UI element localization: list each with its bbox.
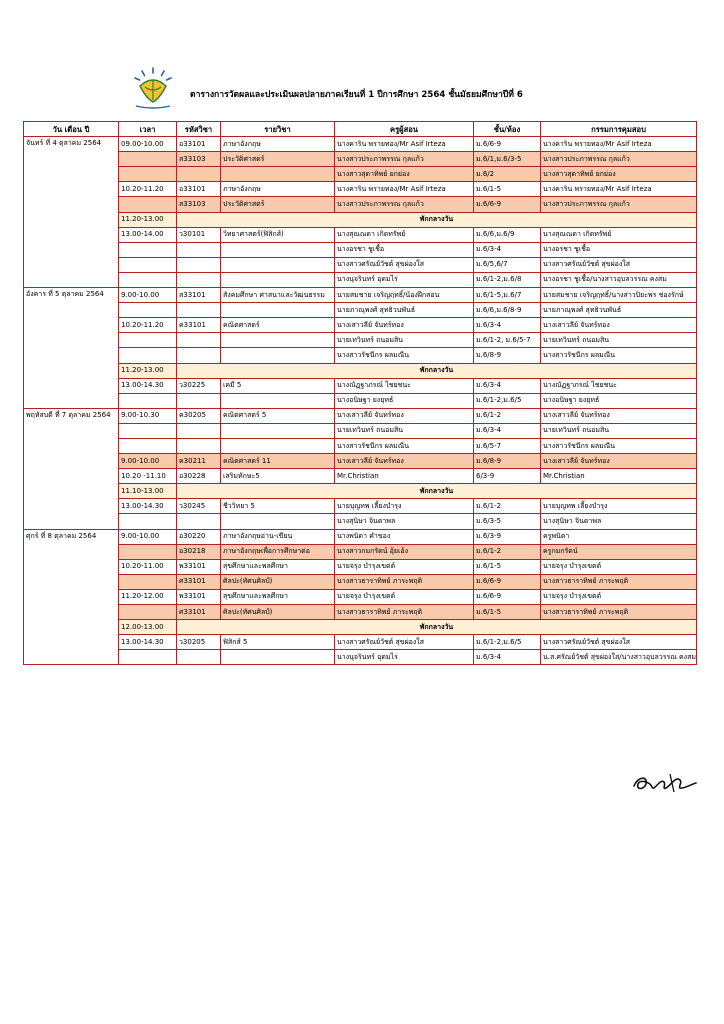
table-row xyxy=(24,137,697,152)
teacher-cell: นายบุญทพ เลี้ยงบำรุง xyxy=(335,499,474,514)
teacher-cell: นายภาณุพงศ์ สุทธิวนพันธ์ xyxy=(335,303,474,318)
time-cell: 13.00-14.30 xyxy=(119,378,177,393)
table-row xyxy=(24,197,697,212)
subject-code-cell xyxy=(177,423,221,438)
lunch-break-cell: พักกลางวัน xyxy=(177,212,697,227)
table-row xyxy=(24,650,697,665)
time-cell: 9.00-10.00 xyxy=(119,529,177,544)
teacher-cell: นางอนิษฐา ยงยุทธ์ xyxy=(335,393,474,408)
proctor-cell: นางสาวประภาพรรณ กุลแก้ว xyxy=(541,197,697,212)
subject-code-cell: ว30225 xyxy=(177,378,221,393)
proctor-cell: นางสาวรัชนีกร ผลมณีน xyxy=(541,348,697,363)
subject-name-cell: วิทยาศาสตร์(ฟิสิกส์) xyxy=(221,227,335,242)
room-cell: ม.6/1-2 xyxy=(474,408,541,423)
time-cell: 13.00-14.30 xyxy=(119,635,177,650)
proctor-cell: นางสาวธาราทิพย์ ภาระพฤติ xyxy=(541,574,697,589)
time-cell xyxy=(119,272,177,287)
time-cell: 9.00-10.30 xyxy=(119,408,177,423)
exam-date-cell: ศุกร์ ที่ 8 ตุลาคม 2564 xyxy=(24,529,119,665)
teacher-cell: นางเสาวลีย์ จันทร์ทอง xyxy=(335,454,474,469)
room-cell: ม.6/3-5 xyxy=(474,514,541,529)
subject-name-cell xyxy=(221,393,335,408)
room-cell: ม.6/3-4 xyxy=(474,378,541,393)
proctor-cell: นางคาริน พรายทอง/Mr Asif Irteza xyxy=(541,182,697,197)
proctor-cell: ครูพนิดา xyxy=(541,529,697,544)
subject-code-cell: อ30228 xyxy=(177,469,221,484)
time-cell xyxy=(119,514,177,529)
room-cell: ม.6/6-9 xyxy=(474,197,541,212)
proctor-cell: นางเสาวลีย์ จันทร์ทอง xyxy=(541,454,697,469)
time-cell: 11.20-13.00 xyxy=(119,363,177,378)
room-cell: ม.6/2 xyxy=(474,167,541,182)
time-cell xyxy=(119,438,177,453)
subject-name-cell xyxy=(221,257,335,272)
table-row xyxy=(24,227,697,242)
subject-code-cell xyxy=(177,272,221,287)
proctor-cell: นายภาณุพงศ์ สุทธิวนพันธ์ xyxy=(541,303,697,318)
table-row xyxy=(24,469,697,484)
time-cell: 9.00-10.00 xyxy=(119,288,177,303)
time-cell xyxy=(119,197,177,212)
table-row xyxy=(24,559,697,574)
subject-code-cell xyxy=(177,333,221,348)
room-cell: 6/3-9 xyxy=(474,469,541,484)
exam-date-cell: พฤหัสบดี ที่ 7 ตุลาคม 2564 xyxy=(24,408,119,529)
header-subject: รายวิชา xyxy=(221,122,335,137)
table-row xyxy=(24,363,697,378)
subject-name-cell: ศิลปะ(ทัศนศิลป์) xyxy=(221,605,335,620)
teacher-cell: นายเทวินทร์ ถนอมสิน xyxy=(335,333,474,348)
proctor-cell: นางอรชา ชูเชื้อ xyxy=(541,242,697,257)
subject-code-cell xyxy=(177,242,221,257)
subject-name-cell: ฟิสิกส์ 5 xyxy=(221,635,335,650)
proctor-cell: นายเทวินทร์ ถนอมสิน xyxy=(541,333,697,348)
subject-code-cell: ส33103 xyxy=(177,197,221,212)
subject-code-cell: ศ33101 xyxy=(177,605,221,620)
time-cell: 10.20 -11.10 xyxy=(119,469,177,484)
table-row xyxy=(24,378,697,393)
exam-schedule-table xyxy=(23,121,697,665)
table-row xyxy=(24,635,697,650)
room-cell: ม.6/3-4 xyxy=(474,242,541,257)
proctor-cell: นายบุญทพ เลี้ยงบำรุง xyxy=(541,499,697,514)
subject-code-cell: ค30211 xyxy=(177,454,221,469)
subject-name-cell: คณิตศาสตร์ 5 xyxy=(221,408,335,423)
time-cell xyxy=(119,348,177,363)
subject-code-cell: พ33101 xyxy=(177,589,221,604)
subject-code-cell: ส33103 xyxy=(177,152,221,167)
table-row xyxy=(24,574,697,589)
table-row xyxy=(24,454,697,469)
time-cell xyxy=(119,544,177,559)
teacher-cell: นางสาวรัชนีกร ผลมณีน xyxy=(335,348,474,363)
teacher-cell: นางสุนิษา จินดาพล xyxy=(335,514,474,529)
teacher-cell: นางพนิดา คำของ xyxy=(335,529,474,544)
subject-code-cell xyxy=(177,514,221,529)
teacher-cell: นางคาริน พรายทอง/Mr Asif Irteza xyxy=(335,137,474,152)
proctor-cell: นางสาวรัชนีกร ผลมณีน xyxy=(541,438,697,453)
subject-name-cell: ศิลปะ(ทัศนศิลป์) xyxy=(221,574,335,589)
subject-name-cell xyxy=(221,514,335,529)
time-cell: 11.20-12.00 xyxy=(119,589,177,604)
proctor-cell: นายจรุง บำรุงเขตต์ xyxy=(541,589,697,604)
teacher-cell: นางสาวประภาพรรณ กุลแก้ว xyxy=(335,152,474,167)
subject-name-cell xyxy=(221,438,335,453)
subject-code-cell: ว30245 xyxy=(177,499,221,514)
subject-name-cell xyxy=(221,423,335,438)
teacher-cell: นางสาวกมกรัตน์ อุ้ยเอ้ง xyxy=(335,544,474,559)
room-cell: ม.6/1,ม.6/3-5 xyxy=(474,152,541,167)
time-cell xyxy=(119,605,177,620)
time-cell: 10.20-11.00 xyxy=(119,559,177,574)
room-cell: ม.6/3-9 xyxy=(474,529,541,544)
proctor-cell: นางสาวประภาพรรณ กุลแก้ว xyxy=(541,152,697,167)
room-cell: ม.6/3-4 xyxy=(474,650,541,665)
table-row xyxy=(24,620,697,635)
table-row xyxy=(24,589,697,604)
time-cell: 13.00-14.00 xyxy=(119,227,177,242)
proctor-cell: นายจรุง บำรุงเขตต์ xyxy=(541,559,697,574)
room-cell: ม.6/1-2, ม.6/5-7 xyxy=(474,333,541,348)
table-row xyxy=(24,438,697,453)
room-cell: ม.6/6,ม.6/9 xyxy=(474,227,541,242)
proctor-cell: นางอรชา ชูเชื้อ/นางสาวอุบลวรรณ คงสม xyxy=(541,272,697,287)
teacher-cell: นางสาวธาราทิพย์ ภาระพฤติ xyxy=(335,574,474,589)
proctor-cell: นางคาริน พรายทอง/Mr Asif Irteza xyxy=(541,137,697,152)
subject-name-cell: สุขศึกษาและพลศึกษา xyxy=(221,559,335,574)
room-cell: ม.6/5,6/7 xyxy=(474,257,541,272)
room-cell: ม.6/8-9 xyxy=(474,454,541,469)
proctor-cell: นายเทวินทร์ ถนอมสิน xyxy=(541,423,697,438)
room-cell: ม.6/1-2 xyxy=(474,544,541,559)
subject-code-cell: ค30205 xyxy=(177,408,221,423)
proctor-cell: นางณัฏฐาภรณ์ ไชยชนะ xyxy=(541,378,697,393)
subject-name-cell: ภาษาอังกฤษ xyxy=(221,182,335,197)
header-teacher: ครูผู้สอน xyxy=(335,122,474,137)
teacher-cell: นางสาวศรัณย์วัชต์ สุขผ่องใส xyxy=(335,635,474,650)
subject-code-cell xyxy=(177,303,221,318)
subject-code-cell: ศ33101 xyxy=(177,574,221,589)
teacher-cell: นางณัฏฐาภรณ์ ไชยชนะ xyxy=(335,378,474,393)
proctor-cell: นางเสาวลีย์ จันทร์ทอง xyxy=(541,408,697,423)
table-row xyxy=(24,182,697,197)
proctor-cell: น.ส.ศรัณย์วัชต์ สุขผ่องใส/นางสาวอุบลวรรณ คงสม xyxy=(541,650,697,665)
table-row xyxy=(24,499,697,514)
table-row xyxy=(24,333,697,348)
table-row xyxy=(24,152,697,167)
table-row xyxy=(24,303,697,318)
time-cell: 11.20-13.00 xyxy=(119,212,177,227)
teacher-cell: นางสาวรัชนีกร ผลมณีน xyxy=(335,438,474,453)
teacher-cell: นายสมชาย เจริญฤทธิ์/น้องฝึกสอน xyxy=(335,288,474,303)
page-title: ตารางการวัดผลและประเมินผลปลายภาคเรียนที่ 1 ปีการศึกษา 2564 ชั้นมัธยมศึกษาปีที่ 6 xyxy=(190,90,523,100)
proctor-cell: ครูกมกรัตน์ xyxy=(541,544,697,559)
room-cell: ม.6/6-9 xyxy=(474,574,541,589)
subject-name-cell xyxy=(221,242,335,257)
proctor-cell: นางสุนิษา จินดาพล xyxy=(541,514,697,529)
room-cell: ม.6/1-5 xyxy=(474,559,541,574)
subject-name-cell xyxy=(221,303,335,318)
proctor-cell: นางอนิษฐา ยงยุทธ์ xyxy=(541,393,697,408)
subject-name-cell: คณิตศาสตร์ 11 xyxy=(221,454,335,469)
subject-code-cell: อ30218 xyxy=(177,544,221,559)
table-row xyxy=(24,288,697,303)
subject-name-cell xyxy=(221,348,335,363)
teacher-cell: นางสาวประภาพรรณ กุลแก้ว xyxy=(335,197,474,212)
teacher-cell: นางสาวสุดาทิพย์ ยกย่อง xyxy=(335,167,474,182)
subject-name-cell: ภาษาอังกฤษอ่าน-เขียน xyxy=(221,529,335,544)
time-cell: 9.00-10.00 xyxy=(119,454,177,469)
time-cell xyxy=(119,650,177,665)
proctor-cell: นายสมชาย เจริญฤทธิ์/นางสาวปิยะพร ช่องรักษ์ xyxy=(541,288,697,303)
teacher-cell: นางเสาวลีย์ จันทร์ทอง xyxy=(335,408,474,423)
table-row xyxy=(24,408,697,423)
subject-code-cell: อ30220 xyxy=(177,529,221,544)
subject-name-cell: เสริมทักษะ5 xyxy=(221,469,335,484)
teacher-cell: นางอรชา ชูเชื้อ xyxy=(335,242,474,257)
room-cell: ม.6/1-2,ม.6/5 xyxy=(474,635,541,650)
time-cell: 13.00-14.30 xyxy=(119,499,177,514)
table-row xyxy=(24,242,697,257)
proctor-cell: นางสาวศรัณย์วัชต์ สุขผ่องใส xyxy=(541,635,697,650)
table-row xyxy=(24,348,697,363)
table-row xyxy=(24,318,697,333)
proctor-cell: นางเสาวลีย์ จันทร์ทอง xyxy=(541,318,697,333)
time-cell xyxy=(119,303,177,318)
teacher-cell: นายเทวินทร์ ถนอมสิน xyxy=(335,423,474,438)
teacher-cell: Mr.Christian xyxy=(335,469,474,484)
subject-name-cell: ประวัติศาสตร์ xyxy=(221,152,335,167)
table-row xyxy=(24,529,697,544)
header-proctor: กรรมการคุมสอบ xyxy=(541,122,697,137)
teacher-cell: นางสาวธาราทิพย์ ภาระพฤติ xyxy=(335,605,474,620)
time-cell: 11.10-13.00 xyxy=(119,484,177,499)
teacher-cell: นายจรุง บำรุงเขตต์ xyxy=(335,589,474,604)
lunch-break-cell: พักกลางวัน xyxy=(177,484,697,499)
subject-name-cell xyxy=(221,650,335,665)
room-cell: ม.6/6-9 xyxy=(474,589,541,604)
subject-code-cell xyxy=(177,393,221,408)
table-row xyxy=(24,544,697,559)
table-row xyxy=(24,484,697,499)
subject-code-cell: ว30101 xyxy=(177,227,221,242)
subject-code-cell: ค33101 xyxy=(177,318,221,333)
room-cell: ม.6/1-2,ม.6/5 xyxy=(474,393,541,408)
subject-code-cell xyxy=(177,650,221,665)
subject-code-cell: อ33101 xyxy=(177,182,221,197)
time-cell xyxy=(119,167,177,182)
table-row xyxy=(24,393,697,408)
lunch-break-cell: พักกลางวัน xyxy=(177,363,697,378)
subject-code-cell xyxy=(177,257,221,272)
room-cell: ม.6/1-5 xyxy=(474,605,541,620)
subject-code-cell xyxy=(177,438,221,453)
subject-code-cell xyxy=(177,167,221,182)
lunch-break-cell: พักกลางวัน xyxy=(177,620,697,635)
document-header xyxy=(130,66,690,112)
room-cell: ม.6/8-9 xyxy=(474,348,541,363)
subject-name-cell: ภาษาอังกฤษเพื่อการศึกษาต่อ xyxy=(221,544,335,559)
table-row xyxy=(24,167,697,182)
proctor-cell: Mr.Christian xyxy=(541,469,697,484)
teacher-cell: นางเสาวลีย์ จันทร์ทอง xyxy=(335,318,474,333)
time-cell xyxy=(119,574,177,589)
subject-name-cell xyxy=(221,272,335,287)
subject-code-cell: ส33101 xyxy=(177,288,221,303)
proctor-cell: นางสุณณดา เกิดทรัพย์ xyxy=(541,227,697,242)
room-cell: ม.6/5-7 xyxy=(474,438,541,453)
room-cell: ม.6/1-5,ม.6/7 xyxy=(474,288,541,303)
room-cell: ม.6/1-2,ม.6/8 xyxy=(474,272,541,287)
proctor-cell: นางสาวศรัณย์วัชต์ สุขผ่องใส xyxy=(541,257,697,272)
teacher-cell: นายจรุง บำรุงเขตต์ xyxy=(335,559,474,574)
teacher-cell: นางสุณณดา เกิดทรัพย์ xyxy=(335,227,474,242)
room-cell: ม.6/1-5 xyxy=(474,182,541,197)
room-cell: ม.6/6,ม.6/8-9 xyxy=(474,303,541,318)
time-cell xyxy=(119,333,177,348)
table-header-row xyxy=(24,122,697,137)
time-cell: 12.00-13.00 xyxy=(119,620,177,635)
room-cell: ม.6/6-9 xyxy=(474,137,541,152)
room-cell: ม.6/3-4 xyxy=(474,423,541,438)
time-cell xyxy=(119,152,177,167)
table-row xyxy=(24,423,697,438)
room-cell: ม.6/3-4 xyxy=(474,318,541,333)
exam-date-cell: จันทร์ ที่ 4 ตุลาคม 2564 xyxy=(24,137,119,288)
time-cell xyxy=(119,257,177,272)
header-room: ชั้น/ห้อง xyxy=(474,122,541,137)
subject-name-cell: สังคมศึกษา ศาสนาและวัฒนธรรม xyxy=(221,288,335,303)
subject-name-cell: เคมี 5 xyxy=(221,378,335,393)
subject-name-cell: คณิตศาสตร์ xyxy=(221,318,335,333)
proctor-cell: นางสาวธาราทิพย์ ภาระพฤติ xyxy=(541,605,697,620)
subject-name-cell: ชีววิทยา 5 xyxy=(221,499,335,514)
header-time: เวลา xyxy=(119,122,177,137)
subject-code-cell: ว30205 xyxy=(177,635,221,650)
time-cell: 10.20-11.20 xyxy=(119,318,177,333)
proctor-cell: นางสาวสุดาทิพย์ ยกย่อง xyxy=(541,167,697,182)
table-row xyxy=(24,257,697,272)
school-logo-icon xyxy=(130,66,176,112)
time-cell xyxy=(119,242,177,257)
room-cell: ม.6/1-2 xyxy=(474,499,541,514)
time-cell: 09.00-10.00 xyxy=(119,137,177,152)
signature-icon xyxy=(630,770,700,796)
teacher-cell: นางนุจรินทร์ อุดมไร่ xyxy=(335,272,474,287)
time-cell xyxy=(119,393,177,408)
teacher-cell: นางคาริน พรายทอง/Mr Asif Irteza xyxy=(335,182,474,197)
table-row xyxy=(24,514,697,529)
table-row xyxy=(24,272,697,287)
subject-code-cell: พ33101 xyxy=(177,559,221,574)
header-code: รหัสวิชา xyxy=(177,122,221,137)
subject-name-cell xyxy=(221,167,335,182)
table-row xyxy=(24,605,697,620)
time-cell xyxy=(119,423,177,438)
subject-name-cell: ประวัติศาสตร์ xyxy=(221,197,335,212)
subject-name-cell xyxy=(221,333,335,348)
time-cell: 10.20-11.20 xyxy=(119,182,177,197)
teacher-cell: นางสาวศรัณย์วัชต์ สุขผ่องใส xyxy=(335,257,474,272)
subject-code-cell xyxy=(177,348,221,363)
subject-name-cell: ภาษาอังกฤษ xyxy=(221,137,335,152)
table-row xyxy=(24,212,697,227)
teacher-cell: นางนุจรินทร์ อุดมไร่ xyxy=(335,650,474,665)
header-date: วัน เดือน ปี xyxy=(24,122,119,137)
subject-name-cell: สุขศึกษาและพลศึกษา xyxy=(221,589,335,604)
exam-date-cell: อังคาร ที่ 5 ตุลาคม 2564 xyxy=(24,288,119,409)
subject-code-cell: อ33101 xyxy=(177,137,221,152)
